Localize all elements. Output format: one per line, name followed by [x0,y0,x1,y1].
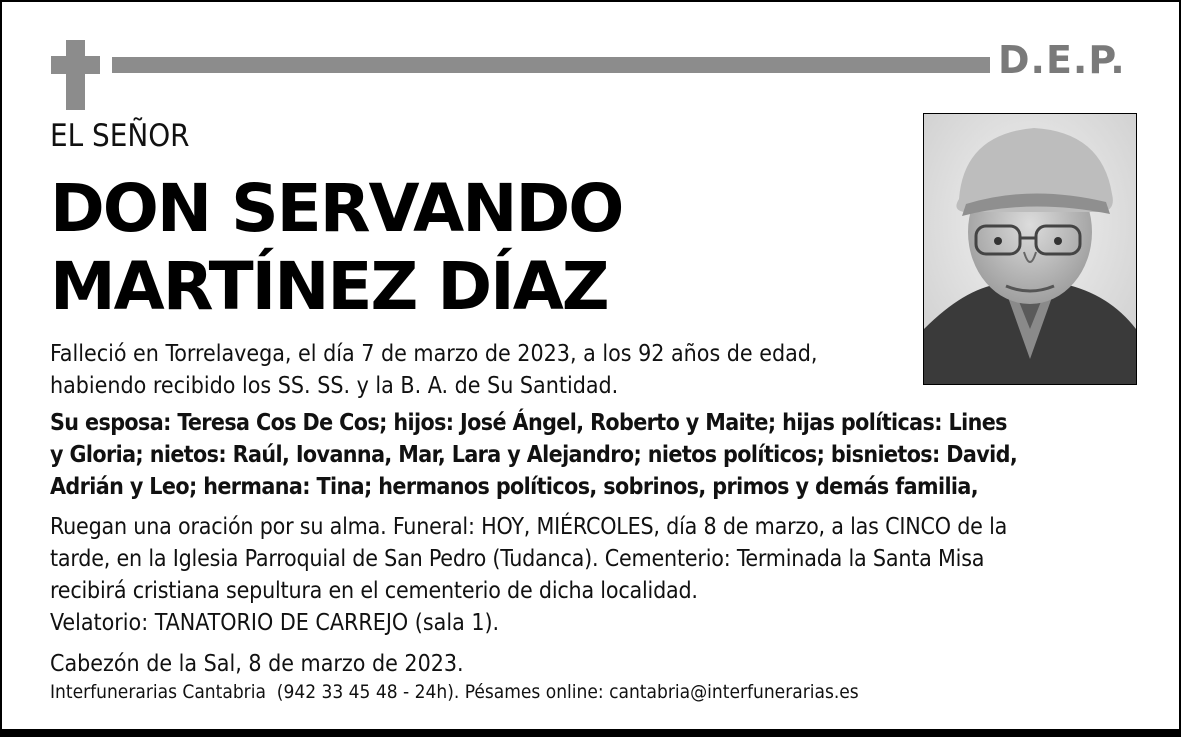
title-prefix: EL SEÑOR [50,118,190,154]
wake-details: Velatorio: TANATORIO DE CARREJO (sala 1). [50,610,500,636]
funeral-details: Ruegan una oración por su alma. Funeral: HOY, MIÉRCOLES, día 8 de marzo, a las CINCO de la tarde, en la Iglesia Parroquial de San Pedro (Tudanca). Cementerio: Terminada la Santa Misa recibirá cristiana sepultura en el cementerio de dicha localidad. [50,514,1008,604]
cross-icon-bar [51,56,100,74]
family-list: Su esposa: Teresa Cos De Cos; hijos: José Ángel, Roberto y Maite; hijas políticas: Lines y Gloria; nietos: Raúl, Iovanna, Mar, Lara y Alejandro; nietos políticos; bisnietos: David, Adrián y Leo; hermana: Tina; hermanos políticos, sobrinos, primos y demás familia, [50,410,1018,500]
name-line-1: DON SERVANDO [50,170,623,247]
deceased-name [50,170,690,326]
cross-icon [66,40,85,110]
name-line-2: MARTÍNEZ DÍAZ [50,248,608,325]
dep-label: D.E.P. [998,38,1126,82]
death-announcement: Falleció en Torrelavega, el día 7 de marzo de 2023, a los 92 años de edad, habiendo recibido los SS. SS. y la B. A. de Su Santidad. [50,341,818,399]
portrait-photo-icon [924,114,1136,384]
portrait-photo [923,113,1137,385]
header-rule [112,57,990,73]
funeral-home-contact: Interfunerarias Cantabria (942 33 45 48 - 24h). Pésames online: cantabria@interfunerarias.es [50,681,859,703]
place-date: Cabezón de la Sal, 8 de marzo de 2023. [50,651,464,677]
